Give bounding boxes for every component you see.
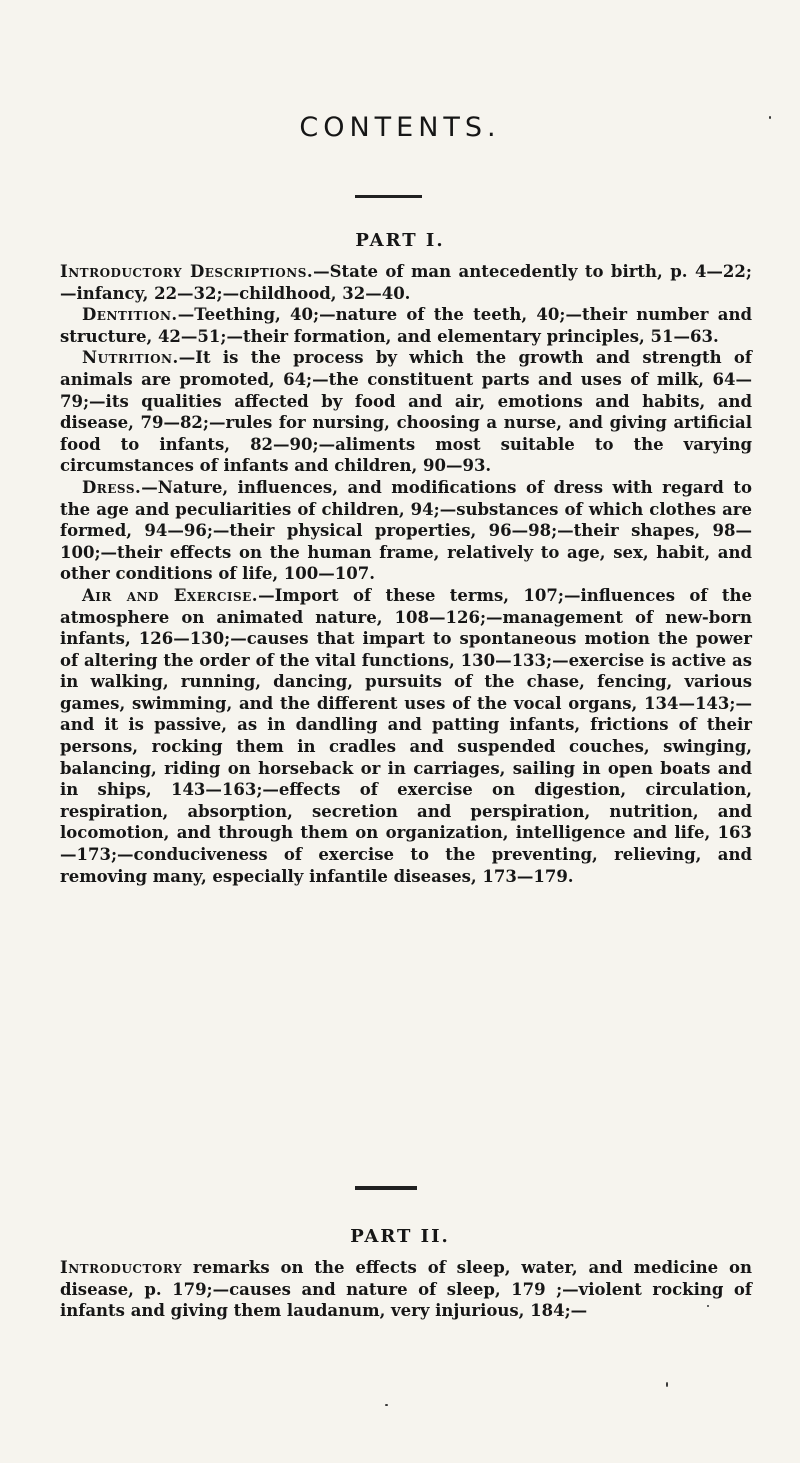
title-divider: [355, 195, 422, 198]
entry-text: —Teething, 40;—nature of the teeth, 40;—their number and structure, 42—51;—their formation, and elementary principles, 51—63.: [60, 305, 752, 346]
part-divider: [355, 1186, 417, 1190]
entry-lead: Dress.: [82, 477, 142, 497]
entry-lead: Nutrition.: [82, 348, 179, 368]
paper-speck: [707, 1305, 709, 1307]
entry-lead: Introductory Descriptions.: [60, 262, 314, 281]
contents-entry-dress: [60, 477, 752, 585]
contents-entry-introductory: [60, 261, 752, 304]
entry-lead: Dentition.: [82, 305, 178, 325]
part-one-contents: [60, 261, 752, 887]
entry-lead: Introductory: [60, 1258, 183, 1277]
entry-text: —Nature, influences, and modifications of dress with regard to the age and peculiarities of children, 94;—substances of which clothes are formed, 94—96;—their physical properties, 96—98;—their shapes, 98—100;—their effects on the human frame, relatively to age, sex, habit, and other conditions of life, 100—107.: [60, 477, 752, 584]
entry-text: remarks on the effects of sleep, water, and medicine on disease, p. 179;—causes and nature of sleep, 179 ;—violent rocking of infants and giving them laudanum, very injurious, 184;—: [60, 1258, 752, 1321]
part-one-heading: PART I.: [355, 230, 445, 251]
entry-lead: Air and Exercise.: [82, 585, 259, 605]
entry-text: —Import of these terms, 107;—influences of the atmosphere on animated nature, 108—126;—management of new-born infants, 126—130;—causes that impart to spontaneous motion the power of altering the order of the vital functions, 130—133;—exercise is active as in walking, running, dancing, pursuits of the chase, fencing, various games, swimming, and the different uses of the vocal organs, 134—143;—and it is passive, as in dandling and patting infants, frictions of their persons, rocking them in cradles and suspended couches, swinging, balancing, riding on horseback or in carriages, sailing in open boats and in ships, 143—163;—effects of exercise on digestion, circulation, respiration, absorption, secretion and perspiration, nutrition, and locomotion, and through them on organization, intelligence and life, 163—173;—conduciveness of exercise to the preventing, relieving, and removing many, especially infantile diseases, 173—179.: [60, 585, 752, 886]
paper-speck: [769, 116, 771, 119]
contents-entry-nutrition: [60, 347, 752, 477]
part-two-contents: [60, 1257, 752, 1322]
entry-text: —It is the process by which the growth and strength of animals are promoted, 64;—the constituent parts and uses of milk, 64—79;—its qualities affected by food and air, emotions and habits, and disease, 79—82;—rules for nursing, choosing a nurse, and giving artificial food to infants, 82—90;—aliments most suitable to the varying circumstances of infants and children, 90—93.: [60, 348, 752, 476]
page-title: CONTENTS.: [299, 112, 501, 143]
entry-text: —State of man antecedently to birth, p. 4—22;—infancy, 22—32;—childhood, 32—40.: [60, 262, 752, 303]
contents-entry-dentition: [60, 304, 752, 347]
part-two-heading: PART II.: [350, 1226, 450, 1247]
paper-speck: [666, 1382, 668, 1387]
paper-speck: [385, 1404, 388, 1406]
contents-entry-introductory-remarks: [60, 1257, 752, 1322]
contents-entry-air-and-exercise: [60, 585, 752, 887]
